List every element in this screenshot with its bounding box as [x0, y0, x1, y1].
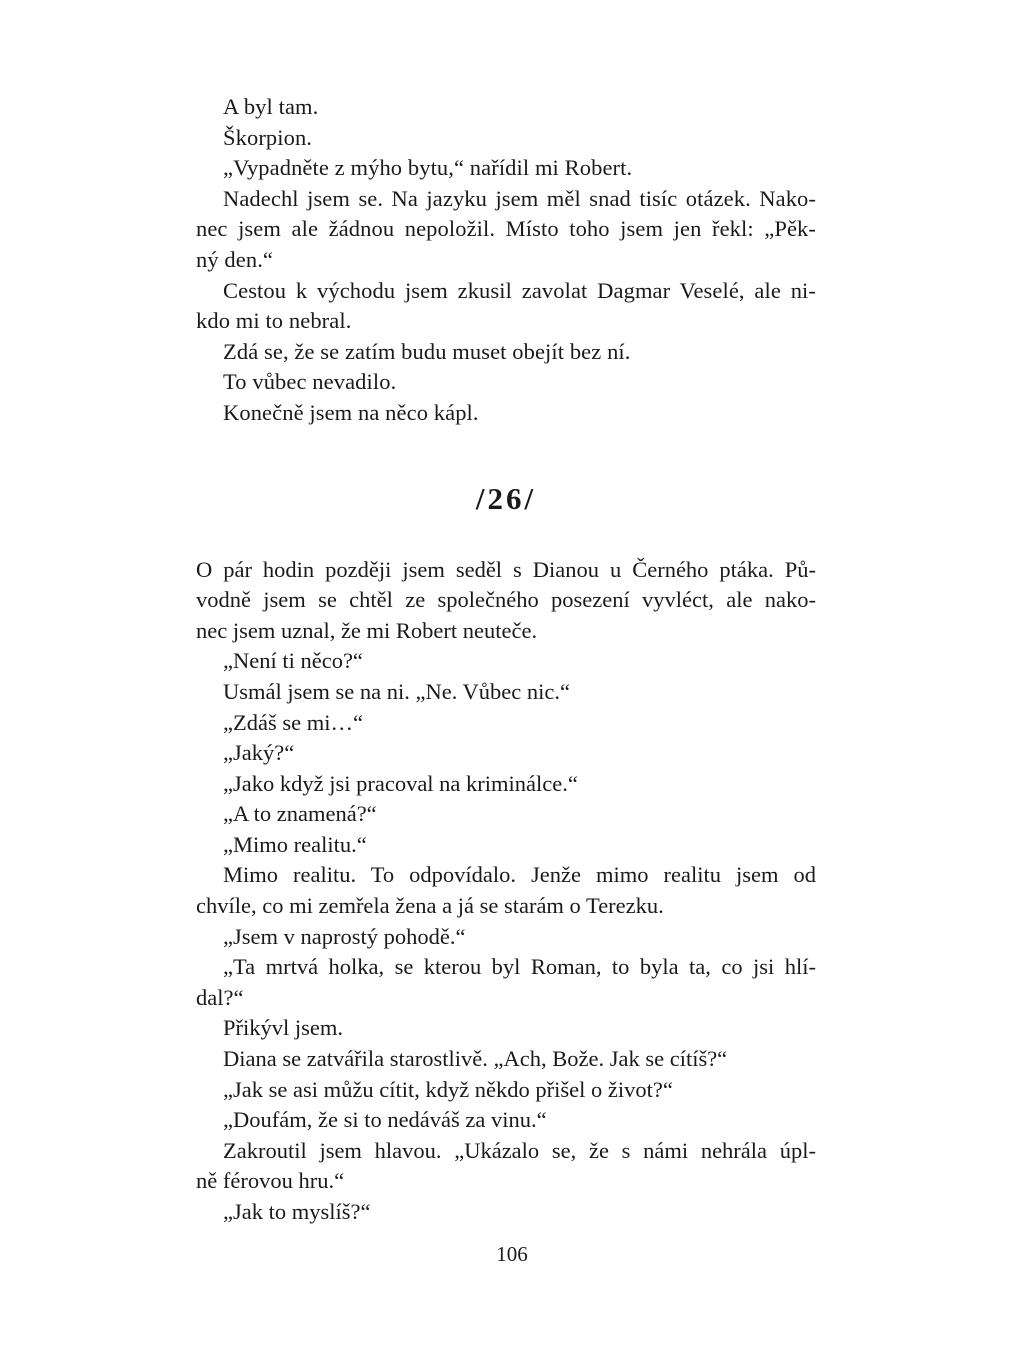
- text-line: Usmál jsem se na ni. „Ne. Vůbec nic.“: [223, 678, 570, 704]
- text-line: A byl tam.: [223, 94, 319, 119]
- text-line: Zakroutil jsem hlavou. „Ukázalo se, že s námi nehrála úpl-: [223, 1137, 816, 1163]
- text-line: Cestou k východu jsem zkusil zavolat Dagmar Veselé, ale ni-: [223, 277, 816, 303]
- text-line: Škorpion.: [223, 124, 313, 150]
- page-number: 106: [496, 1242, 528, 1266]
- text-line: nec jsem uznal, že mi Robert neuteče.: [196, 617, 538, 643]
- text-line: „Jaký?“: [223, 740, 295, 766]
- text-line: „Mimo realitu.“: [223, 831, 367, 857]
- text-block-before-chapter: [196, 92, 816, 429]
- text-line: O pár hodin později jsem seděl s Dianou u Černého ptáka. Pů-: [196, 556, 816, 582]
- text-line: kdo mi to nebral.: [196, 308, 352, 334]
- text-line: vodně jsem se chtěl ze společného posezení vyvléct, ale nako-: [196, 587, 816, 613]
- book-page: [196, 92, 816, 1228]
- text-block-chapter-26: [196, 555, 816, 1228]
- text-line: ně férovou hru.“: [196, 1168, 345, 1194]
- text-line: Mimo realitu. To odpovídalo. Jenže mimo realitu jsem od: [223, 862, 816, 888]
- text-line: Diana se zatvářila starostlivě. „Ach, Bože. Jak se cítíš?“: [223, 1046, 728, 1072]
- chapter-title: /26/: [475, 480, 537, 516]
- text-line: „Jak to myslíš?“: [223, 1199, 371, 1224]
- text-line: „Jsem v naprostý pohodě.“: [223, 923, 466, 949]
- text-line: To vůbec nevadilo.: [223, 369, 397, 395]
- text-line: chvíle, co mi zemřela žena a já se starám o Terezku.: [196, 893, 664, 919]
- text-line: nec jsem ale žádnou nepoložil. Místo toho jsem jen řekl: „Pěk-: [196, 216, 816, 242]
- text-line: „Jak se asi můžu cítit, když někdo přišel o život?“: [223, 1076, 673, 1102]
- text-line: dal?“: [196, 984, 244, 1010]
- text-line: „Zdáš se mi…“: [223, 709, 363, 735]
- text-line: Přikývl jsem.: [223, 1015, 344, 1041]
- text-line: „Ta mrtvá holka, se kterou byl Roman, to byla ta, co jsi hlí-: [223, 954, 816, 980]
- text-line: Nadechl jsem se. Na jazyku jsem měl snad tisíc otázek. Nako-: [223, 185, 816, 211]
- text-line: Konečně jsem na něco kápl.: [223, 399, 479, 425]
- text-line: Zdá se, že se zatím budu muset obejít bez ní.: [223, 338, 631, 364]
- text-line: „Není ti něco?“: [223, 648, 363, 674]
- text-line: „Jako když jsi pracoval na kriminálce.“: [223, 770, 578, 796]
- text-line: „Doufám, že si to nedáváš za vinu.“: [223, 1107, 547, 1133]
- text-line: ný den.“: [196, 246, 274, 272]
- text-line: „Vypadněte z mýho bytu,“ nařídil mi Robert.: [223, 155, 633, 181]
- text-line: „A to znamená?“: [223, 801, 377, 827]
